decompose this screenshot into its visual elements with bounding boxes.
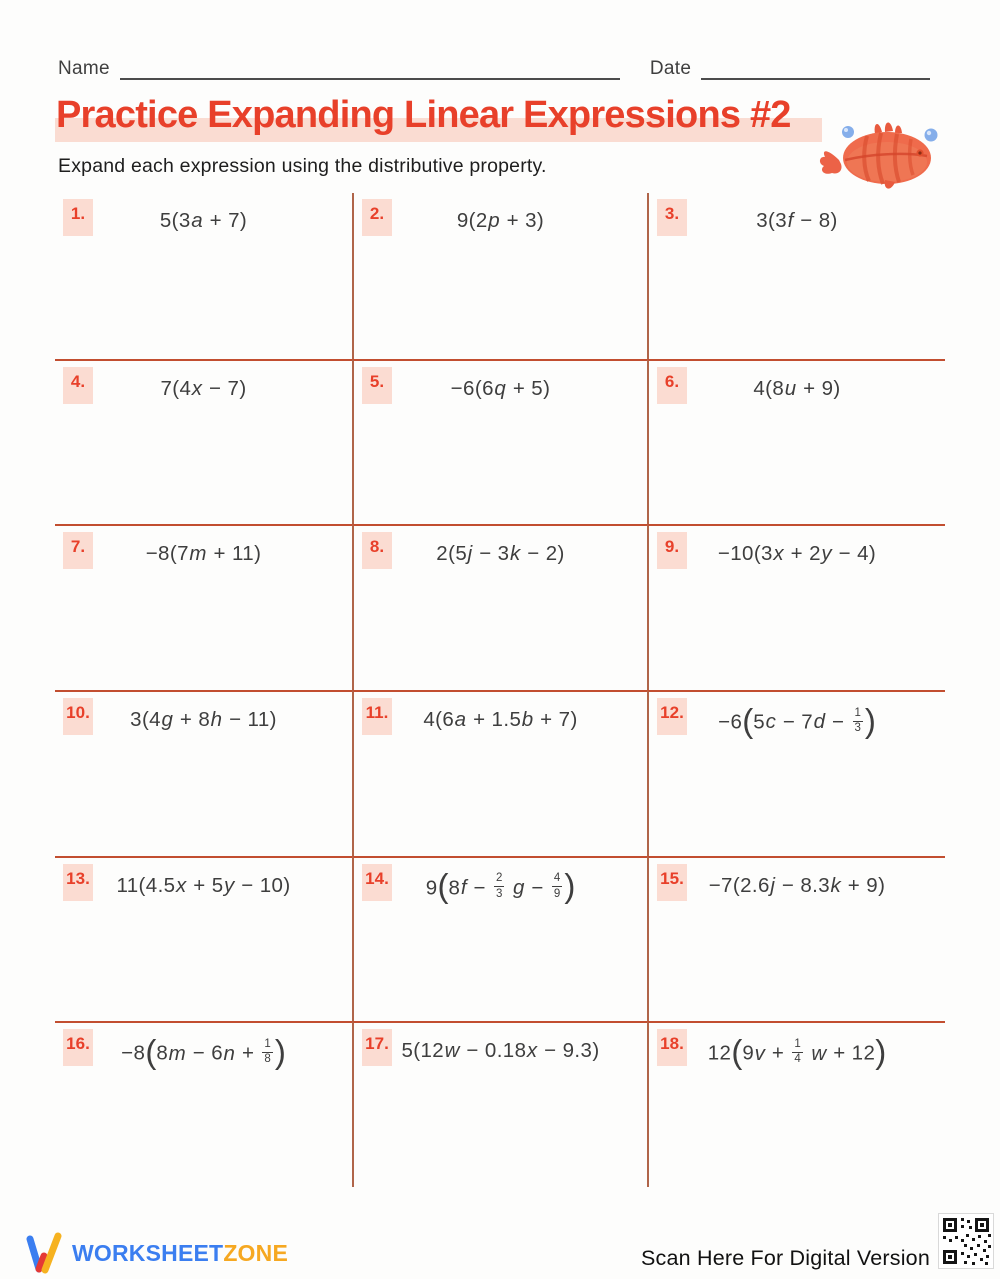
problem-number-badge: 4. xyxy=(63,367,93,404)
problem-expression: −8(8m − 6n + $\frac{1}{8}$ ) xyxy=(121,1032,286,1070)
problem-cell xyxy=(352,359,647,525)
worksheet-zone-logo xyxy=(26,1232,288,1274)
problem-expression: −8(7m + 11) xyxy=(145,542,262,566)
fraction: $\frac{1}{8}$ xyxy=(264,1038,271,1066)
problem-expression: 3(4g + 8h − 11) xyxy=(130,708,277,731)
problem-number-badge: 5. xyxy=(362,367,392,404)
date-label: Date xyxy=(649,58,692,79)
problem-number-badge: 8. xyxy=(362,532,392,569)
problem-cell xyxy=(55,193,352,359)
problem-expression: −10(3x + 2y − 4) xyxy=(717,542,877,566)
name-blank-line xyxy=(120,57,620,80)
problem-number-badge: 6. xyxy=(657,367,687,404)
scan-here-text: Scan Here For Digital Version xyxy=(640,1246,930,1270)
problem-number-badge: 7. xyxy=(63,532,93,569)
problem-expression: −7(2.6j − 8.3k + 9) xyxy=(708,873,886,897)
problem-cell xyxy=(647,856,945,1022)
problem-expression: −6(6q + 5) xyxy=(450,376,551,400)
problem-cell xyxy=(55,690,352,856)
problem-number-badge: 1. xyxy=(63,199,93,236)
problem-expression: 3(3f − 8) xyxy=(756,209,838,232)
problem-cell xyxy=(647,359,945,525)
fraction: $\frac{2}{3}$ xyxy=(496,872,503,900)
problem-expression: 5(12w − 0.18x − 9.3) xyxy=(401,1039,600,1063)
fraction: $\frac{1}{4}$ xyxy=(794,1038,801,1066)
problem-cell xyxy=(647,1021,945,1187)
problem-expression: 12(9v + $\frac{1}{4}$ w + 12) xyxy=(707,1032,887,1070)
problem-cell xyxy=(55,359,352,525)
logo-text-worksheet: WORKSHEET xyxy=(72,1239,224,1266)
problem-cell xyxy=(647,193,945,359)
problem-expression: 5(3a + 7) xyxy=(159,209,248,232)
fraction: $\frac{1}{3}$ xyxy=(854,706,861,734)
problem-expression: −6(5c − 7d − $\frac{1}{3}$ ) xyxy=(718,701,876,739)
problem-number-badge: 16. xyxy=(63,1029,93,1066)
fraction: $\frac{4}{9}$ xyxy=(553,872,561,900)
logo-text-zone: ZONE xyxy=(223,1239,289,1266)
worksheet-zone-logo-mark xyxy=(26,1232,64,1274)
date-blank-line xyxy=(701,57,930,80)
problem-cell xyxy=(55,524,352,690)
problem-number-badge: 9. xyxy=(657,532,687,569)
problem-cell xyxy=(352,690,647,856)
problem-cell xyxy=(352,856,647,1022)
instruction-text: Expand each expression using the distributive property. xyxy=(58,155,547,177)
problem-expression: 11(4.5x + 5y − 10) xyxy=(116,873,291,897)
problem-number-badge: 17. xyxy=(362,1029,392,1066)
problem-number-badge: 2. xyxy=(362,199,392,236)
problem-number-badge: 18. xyxy=(657,1029,687,1066)
problem-cell xyxy=(352,1021,647,1187)
problem-expression: 4(8u + 9) xyxy=(753,376,841,400)
qr-code xyxy=(938,1213,994,1269)
problem-number-badge: 13. xyxy=(63,864,93,901)
problem-cell xyxy=(352,193,647,359)
problem-cell xyxy=(647,524,945,690)
problem-expression: 7(4x − 7) xyxy=(160,376,247,400)
problem-cell xyxy=(647,690,945,856)
problem-cell xyxy=(55,856,352,1022)
problem-expression: 2(5j − 3k − 2) xyxy=(436,542,565,566)
problems-grid xyxy=(55,193,945,1187)
fish-illustration xyxy=(815,112,950,197)
problem-expression: 4(6a + 1.5b + 7) xyxy=(423,708,578,731)
problem-number-badge: 10. xyxy=(63,698,93,735)
problem-cell xyxy=(55,1021,352,1187)
problem-expression: 9(8f − $\frac{2}{3}$ g − $\frac{4}{9}$ ) xyxy=(425,867,576,905)
problem-number-badge: 3. xyxy=(657,199,687,236)
problem-number-badge: 15. xyxy=(657,864,687,901)
problem-cell xyxy=(352,524,647,690)
problem-expression: 9(2p + 3) xyxy=(456,209,545,232)
problem-number-badge: 11. xyxy=(362,698,392,735)
problem-number-badge: 14. xyxy=(362,864,392,901)
name-date-row xyxy=(58,57,930,80)
problem-number-badge: 12. xyxy=(657,698,687,735)
page-title: Practice Expanding Linear Expressions #2 xyxy=(56,94,791,136)
name-label: Name xyxy=(58,58,110,79)
